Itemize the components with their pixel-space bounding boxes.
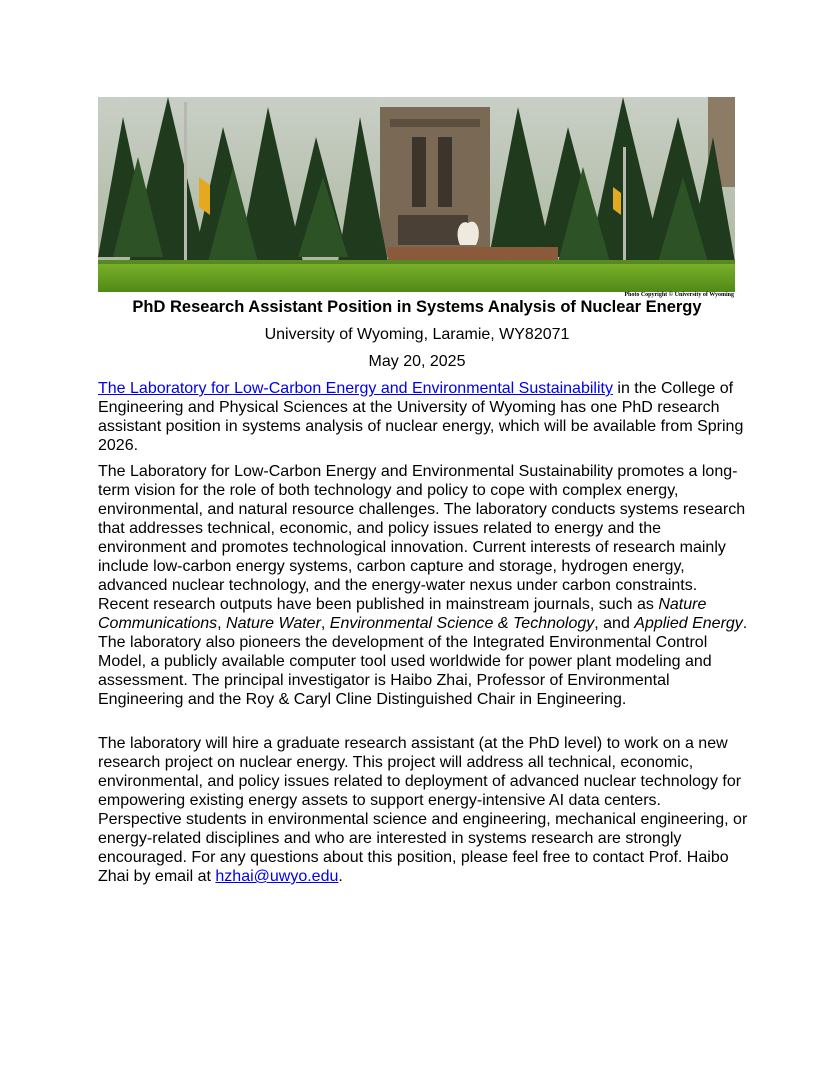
email-link[interactable]: hzhai@uwyo.edu xyxy=(215,868,339,885)
page-title: PhD Research Assistant Position in Systems Analysis of Nuclear Energy xyxy=(132,298,702,316)
posting-date: May 20, 2025 xyxy=(368,353,466,370)
separator: , xyxy=(217,615,227,632)
lab-link[interactable]: The Laboratory for Low-Carbon Energy and Environmental Sustainability xyxy=(98,380,613,397)
position-text: The laboratory will hire a graduate research assistant (at the PhD level) to work on a new research project on nuclear energy. This project will address all technical, economic, environmental, and policy issues related to deployment of advanced nuclear technology for empowering existing energy assets to support energy-intensive AI data centers. Perspective students in environmental science and engineering, mechanical engineering, or energy-related disciplines and who are interested in systems research are strongly encouraged. For any questions about this position, please feel free to contact Prof. Haibo Zhai by email at xyxy=(98,735,748,885)
lab-description-text-cont: . The laboratory also pioneers the development of the Integrated Environmental Control Model, a publicly available computer tool used worldwide for power plant modeling and assessment. The principal investigator is Haibo Zhai, Professor of Environmental Engineering and the Roy & Caryl Cline Distinguished Chair in Engineering. xyxy=(98,615,748,708)
period: . xyxy=(338,868,343,885)
journal-name: Nature Communications xyxy=(98,596,707,632)
journal-name: Nature Water xyxy=(226,615,321,632)
photo-credit: Photo Copyright © University of Wyoming xyxy=(624,292,734,298)
position-paragraph xyxy=(98,734,748,886)
separator: , xyxy=(320,615,330,632)
intro-text: in the College of Engineering and Physical Sciences at the University of Wyoming has one PhD research assistant position in systems analysis of nuclear energy, which will be available from Spring 2026. xyxy=(98,380,744,454)
journal-name: Environmental Science & Technology xyxy=(329,615,595,632)
location: University of Wyoming, Laramie, WY82071 xyxy=(264,326,570,343)
campus-photo xyxy=(98,97,735,292)
lab-description-paragraph xyxy=(98,462,748,709)
intro-paragraph xyxy=(98,379,748,455)
journal-name: Applied Energy xyxy=(634,615,743,632)
separator: , and xyxy=(594,615,635,632)
lab-description-text: The Laboratory for Low-Carbon Energy and Environmental Sustainability promotes a long-term vision for the role of both technology and policy to cope with complex energy, environmental, and natural resource challenges. The laboratory conducts systems research that addresses technical, economic, and policy issues related to energy and the environment and promotes technological innovation. Current interests of research mainly include low-carbon energy systems, carbon capture and storage, hydrogen energy, advanced nuclear technology, and the energy-water nexus under carbon constraints. Recent research outputs have been published in mainstream journals, such as xyxy=(98,463,746,613)
